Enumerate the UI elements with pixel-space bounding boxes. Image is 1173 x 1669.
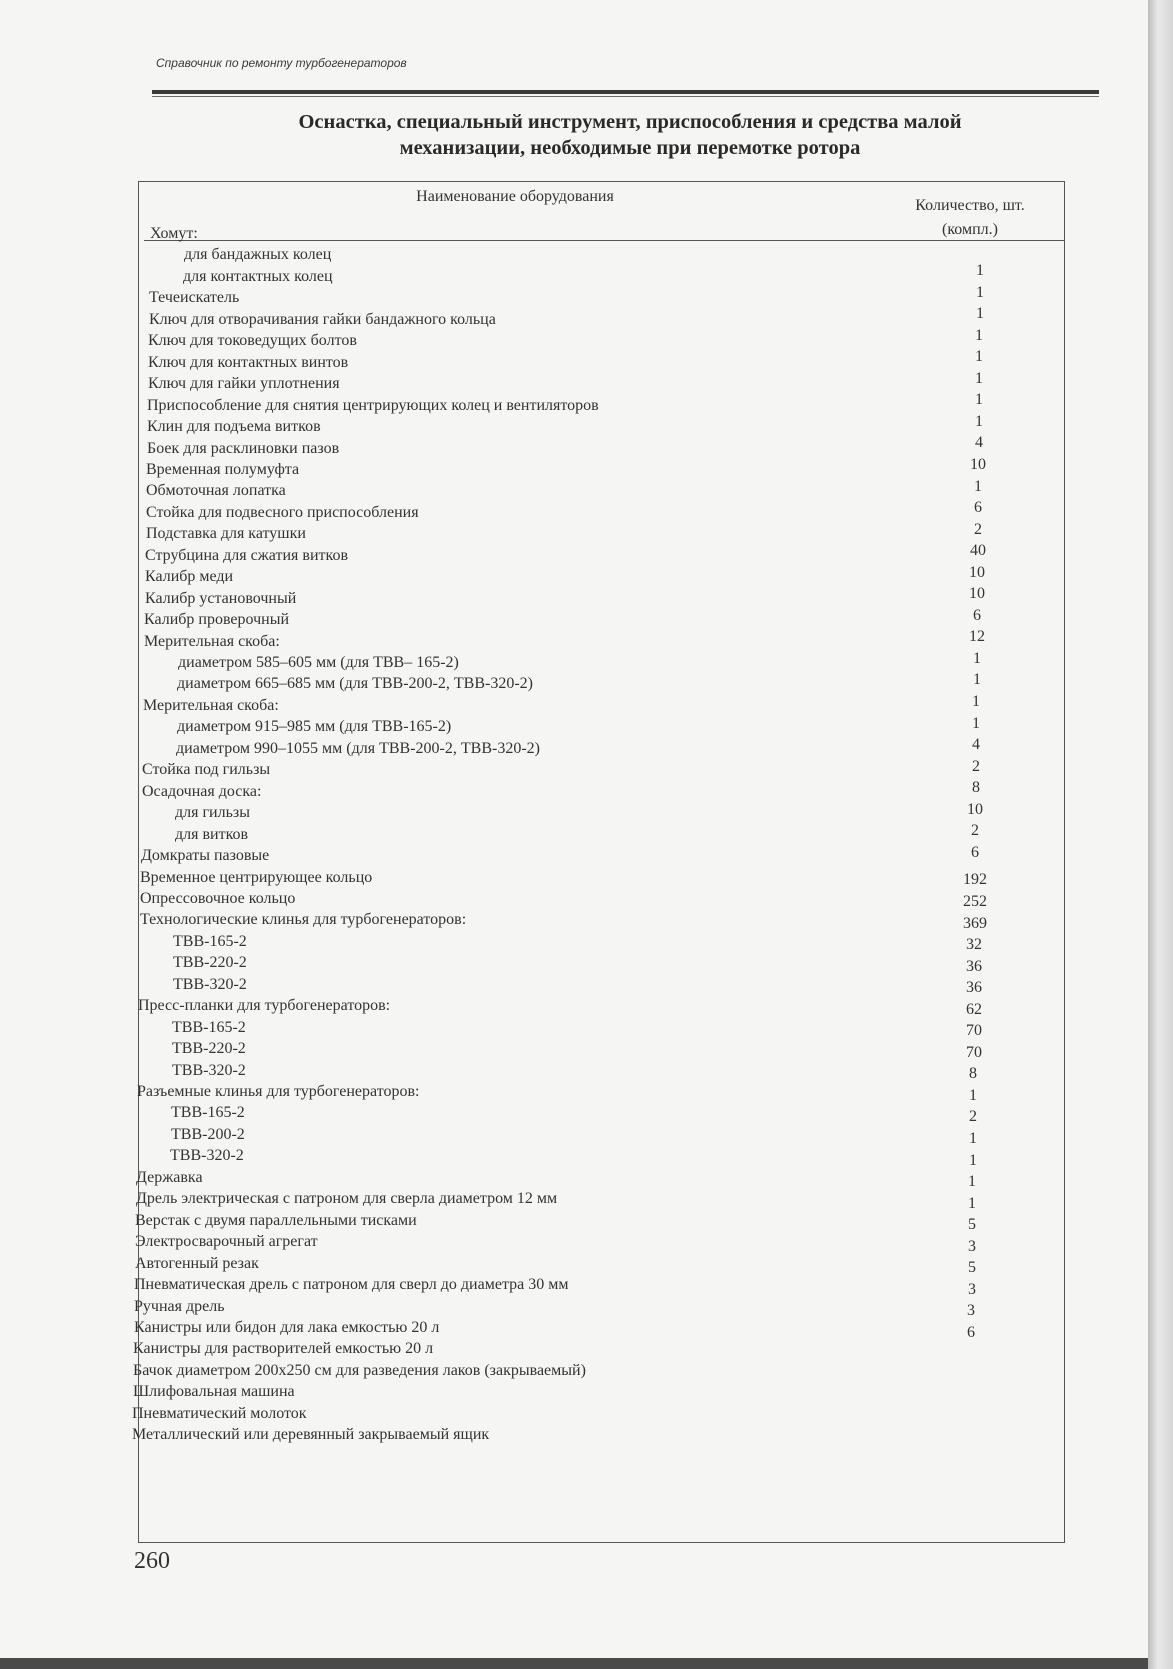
table-row-quantity: 1 (976, 284, 984, 301)
table-row-quantity: 8 (969, 1065, 977, 1082)
table-row-name: ТВВ-200-2 (171, 1126, 245, 1143)
table-row-name: Канистры или бидон для лака емкостью 20 л (134, 1319, 440, 1336)
table-row-name: ТВВ-320-2 (173, 976, 247, 993)
table-row-quantity: 1 (972, 693, 980, 710)
table-row-quantity: 62 (966, 1001, 982, 1018)
table-row-quantity: 36 (966, 958, 982, 975)
table-row-quantity: 8 (972, 779, 980, 796)
table-row-quantity: 1 (969, 1152, 977, 1169)
table-row-name: Калибр установочный (145, 590, 297, 607)
table-row-name: Ключ для контактных винтов (148, 354, 349, 371)
header-rule-thin (152, 96, 1099, 97)
table-row-quantity: 6 (973, 607, 981, 624)
table-row-name: Разъемные клинья для турбогенераторов: (137, 1083, 420, 1100)
table-row-name: ТВВ-220-2 (172, 1040, 246, 1057)
table-row-quantity: 1 (975, 391, 983, 408)
table-row-name: Приспособление для снятия центрирующих колец и вентиляторов (147, 397, 599, 414)
table-row-quantity: 1 (976, 305, 984, 322)
table-row-name: Хомут: (150, 225, 198, 242)
table-row-quantity: 10 (969, 564, 985, 581)
header-rule (152, 90, 1099, 94)
table-row-name: диаметром 915–985 мм (для ТВВ-165-2) (177, 718, 452, 735)
table-row-name: Автогенный резак (135, 1255, 259, 1272)
table-row-quantity: 12 (969, 628, 985, 645)
page-edge-bottom (0, 1658, 1148, 1669)
table-row-name: Калибр проверочный (144, 611, 290, 628)
title-line: механизации, необходимые при перемотке ротора (399, 137, 861, 159)
table-row-name: Мерительная скоба: (143, 697, 279, 714)
table-row-name: диаметром 585–605 мм (для ТВВ– 165-2) (178, 654, 459, 671)
table-row-quantity: 1 (975, 413, 983, 430)
table-row-name: диаметром 990–1055 мм (для ТВВ-200-2, ТВВ-320-2) (176, 740, 540, 757)
table-row-name: Пневматический молоток (132, 1405, 307, 1422)
table-row-name: Верстак с двумя параллельными тисками (135, 1212, 417, 1229)
table-row-name: Струбцина для сжатия витков (145, 547, 349, 564)
column-header-quantity-line2: (компл.) (942, 221, 998, 238)
title-line: Оснастка, специальный инструмент, приспособления и средства малой (298, 111, 962, 133)
table-row-name: Ключ для отворачивания гайки бандажного кольца (149, 311, 496, 328)
table-row-name: Клин для подъема витков (147, 418, 321, 435)
running-head: Справочник по ремонту турбогенераторов (156, 56, 407, 70)
table-row-quantity: 369 (963, 915, 987, 932)
table-row-name: Пневматическая дрель с патроном для сверл до диаметра 30 мм (134, 1276, 569, 1293)
table-row-quantity: 3 (967, 1302, 975, 1319)
table-row-name: Ключ для токоведущих болтов (148, 332, 357, 349)
table-row-quantity: 32 (966, 936, 982, 953)
column-header-quantity-line1: Количество, шт. (915, 197, 1025, 214)
table-row-name: Бачок диаметром 200х250 см для разведения лаков (закрываемый) (133, 1362, 586, 1379)
column-header-quantity (900, 194, 1040, 242)
table-row-quantity: 6 (974, 499, 982, 516)
table-row-quantity: 70 (966, 1022, 982, 1039)
table-row-quantity: 1 (975, 327, 983, 344)
table-row-quantity: 1 (976, 262, 984, 279)
table-row-name: Пресс-планки для турбогенераторов: (138, 997, 391, 1014)
table-row-name: для витков (175, 826, 249, 843)
table-row-name: Шлифовальная машина (133, 1383, 295, 1400)
table-row-name: Ручная дрель (134, 1298, 225, 1315)
table-row-name: диаметром 665–685 мм (для ТВВ-200-2, ТВВ-320-2) (177, 675, 533, 692)
table-row-quantity: 5 (968, 1216, 976, 1233)
table-row-name: Временная полумуфта (146, 461, 300, 478)
page-number: 260 (134, 1548, 170, 1574)
table-row-quantity: 70 (966, 1044, 982, 1061)
table-row-name: ТВВ-165-2 (172, 1019, 246, 1036)
section-title (190, 109, 1070, 161)
table-row-quantity: 1 (975, 348, 983, 365)
table-row-quantity: 5 (968, 1259, 976, 1276)
table-row-name: Канистры для растворителей емкостью 20 л (133, 1340, 434, 1357)
table-row-name: Технологические клинья для турбогенераторов: (140, 911, 467, 928)
table-row-name: ТВВ-165-2 (173, 933, 247, 950)
table-row-quantity: 1 (974, 478, 982, 495)
table-row-name: Временное центрирующее кольцо (140, 869, 373, 886)
table-row-name: Стойка под гильзы (142, 761, 271, 778)
table-row-quantity: 6 (967, 1324, 975, 1341)
table-row-quantity: 3 (968, 1238, 976, 1255)
table-row-quantity: 6 (971, 844, 979, 861)
table-row-name: Металлический или деревянный закрываемый ящик (132, 1426, 490, 1443)
table-row-quantity: 252 (963, 893, 987, 910)
table-row-quantity: 40 (970, 542, 986, 559)
table-row-name: Державка (136, 1169, 203, 1186)
table-row-name: ТВВ-320-2 (172, 1062, 246, 1079)
table-row-quantity: 1 (972, 715, 980, 732)
table-row-quantity: 2 (974, 521, 982, 538)
table-row-quantity: 2 (972, 758, 980, 775)
table-row-quantity: 2 (969, 1108, 977, 1125)
table-row-name: Мерительная скоба: (144, 633, 280, 650)
table-row-name: для гильзы (175, 804, 250, 821)
table-row-name: для контактных колец (183, 268, 333, 285)
table-row-name: Стойка для подвесного приспособления (146, 504, 419, 521)
table-row-name: Опрессовочное кольцо (140, 890, 296, 907)
table-row-name: Подставка для катушки (146, 525, 306, 542)
page-edge-right (1148, 0, 1173, 1669)
table-row-quantity: 2 (971, 822, 979, 839)
table-row-name: для бандажных колец (184, 246, 332, 263)
table-row-name: Домкраты пазовые (141, 847, 270, 864)
table-row-name: ТВВ-165-2 (171, 1104, 245, 1121)
table-row-name: Боек для расклиновки пазов (147, 440, 340, 457)
table-row-name: Ключ для гайки уплотнения (148, 375, 340, 392)
table-row-quantity: 1 (969, 1130, 977, 1147)
table-row-quantity: 3 (968, 1281, 976, 1298)
table-row-name: Течеискатель (149, 289, 240, 306)
table-row-quantity: 1 (968, 1195, 976, 1212)
table-row-quantity: 10 (967, 801, 983, 818)
table-row-name: Осадочная доска: (142, 783, 262, 800)
table-row-quantity: 4 (975, 434, 983, 451)
table-row-quantity: 1 (975, 370, 983, 387)
table-row-name: Электросварочный агрегат (135, 1233, 318, 1250)
table-row-name: ТВВ-320-2 (170, 1147, 244, 1164)
table-row-quantity: 10 (970, 456, 986, 473)
table-row-quantity: 1 (973, 671, 981, 688)
table-row-name: Обмоточная лопатка (146, 482, 286, 499)
table-row-quantity: 10 (969, 585, 985, 602)
table-row-quantity: 1 (969, 1087, 977, 1104)
table-row-quantity: 1 (973, 650, 981, 667)
table-row-quantity: 192 (963, 871, 987, 888)
table-row-name: ТВВ-220-2 (173, 954, 247, 971)
table-row-name: Калибр меди (145, 568, 234, 585)
table-row-quantity: 4 (972, 736, 980, 753)
table-row-quantity: 1 (968, 1173, 976, 1190)
table-row-quantity: 36 (966, 979, 982, 996)
table-row-name: Дрель электрическая с патроном для сверла диаметром 12 мм (136, 1190, 558, 1207)
column-header-name: Наименование оборудования (416, 188, 614, 205)
